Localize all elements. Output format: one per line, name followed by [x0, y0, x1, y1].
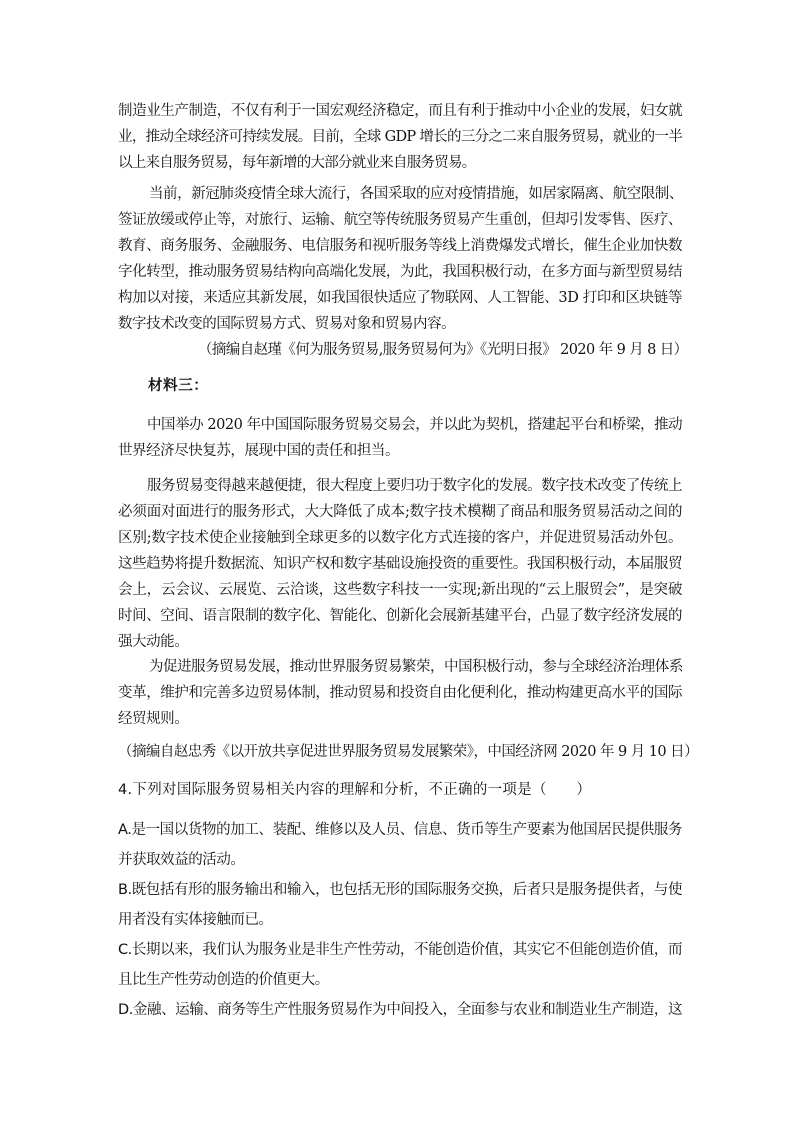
question-stem: 4.下列对国际服务贸易相关内容的理解和分析，不正确的一项是（ ） — [118, 782, 592, 798]
text-line: 且比生产性劳动创造的价值更大。 — [118, 972, 329, 988]
material-three-source: （摘编自赵忠秀《以开放共享促进世界服务贸易发展繁荣》，中国经济网 2020 年 9 月 10 日） — [118, 744, 699, 760]
option-d — [118, 995, 682, 1025]
text-line: 时间、空间、语言限制的数字化、智能化、创新化会展新基建平台，凸显了数字经济发展的 — [118, 608, 682, 624]
text-line: 经贸规则。 — [118, 711, 189, 727]
text-line: 区别;数字技术使企业接触到全球更多的以数字化方式连接的客户，并促进贸易活动外包。 — [118, 530, 682, 546]
text-line: A.是一国以货物的加工、装配、维修以及人员、信息、货币等生产要素为他国居民提供服务 — [118, 822, 682, 838]
text-line: 用者没有实体接触而已。 — [118, 912, 273, 928]
option-b — [118, 875, 682, 935]
text-line: 以上来自服务贸易，每年新增的大部分就业来自服务贸易。 — [118, 155, 476, 171]
material-three-paragraph — [118, 473, 682, 655]
option-c — [118, 935, 682, 995]
material-two-paragraph — [118, 181, 682, 337]
text-line: 业，推动全球经济可持续发展。目前，全球 GDP 增长的三分之二来自服务贸易，就业的一半 — [118, 129, 682, 145]
text-line: 制造业生产制造，不仅有利于一国宏观经济稳定，而且有利于推动中小企业的发展，妇女就 — [118, 103, 682, 119]
text-line: 教育、商务服务、金融服务、电信服务和视听服务等线上消费爆发式增长，催生企业加快数 — [118, 238, 682, 254]
text-line: D.金融、运输、商务等生产性服务贸易作为中间投入，全面参与农业和制造业生产制造，这 — [118, 1002, 682, 1018]
text-line: 当前，新冠肺炎疫情全球大流行，各国采取的应对疫情措施，如居家隔离、航空限制、 — [149, 186, 683, 202]
text-line: C.长期以来，我们认为服务业是非生产性劳动，不能创造价值，其实它不但能创造价值，而 — [118, 942, 682, 958]
text-line: 数字技术改变的国际贸易方式、贸易对象和贸易内容。 — [118, 316, 456, 332]
text-line: 必须面对面进行的服务形式，大大降低了成本;数字技术模糊了商品和服务贸易活动之间的 — [118, 504, 682, 520]
text-line: 中国举办 2020 年中国国际服务贸易交易会，并以此为契机，搭建起平台和桥梁，推动 — [147, 417, 683, 433]
text-line: 签证放缓或停止等，对旅行、运输、航空等传统服务贸易产生重创，但却引发零售、医疗、 — [118, 212, 682, 228]
text-line: 这些趋势将提升数据流、知识产权和数字基础设施投资的重要性。我国积极行动，本届服贸 — [118, 556, 682, 572]
text-line: 字化转型，推动服务贸易结构向高端化发展，为此，我国积极行动，在多方面与新型贸易结 — [118, 264, 682, 280]
text-line: 服务贸易变得越来越便捷，很大程度上要归功于数字化的发展。数字技术改变了传统上 — [147, 478, 682, 494]
material-three-paragraph — [118, 654, 682, 732]
material-three-paragraph — [118, 412, 682, 464]
text-line: 为促进服务贸易发展，推动世界服务贸易繁荣，中国积极行动，参与全球经济治理体系 — [149, 659, 683, 675]
material-two-paragraph-continued — [118, 98, 682, 176]
text-line: 构加以对接，来适应其新发展，如我国很快适应了物联网、人工智能、3D 打印和区块链等 — [118, 290, 682, 306]
material-two-source: （摘编自赵瑾《何为服务贸易,服务贸易何为》《光明日报》 2020 年 9 月 8 日） — [198, 342, 688, 358]
option-a — [118, 815, 682, 875]
text-line: 变革，维护和完善多边贸易体制，推动贸易和投资自由化便利化，推动构建更高水平的国际 — [118, 685, 682, 701]
text-line: 世界经济尽快复苏，展现中国的责任和担当。 — [118, 443, 399, 459]
text-line: B.既包括有形的服务输出和输入，也包括无形的国际服务交换，后者只是服务提供者，与使 — [118, 882, 682, 898]
text-line: 会上，云会议、云展览、云洽谈，这些数字科技一一实现;新出现的“云上服贸会”，是突破 — [118, 582, 682, 598]
material-three-heading: 材料三： — [148, 377, 209, 394]
text-line: 并获取效益的活动。 — [118, 852, 245, 868]
text-line: 强大动能。 — [118, 634, 189, 650]
